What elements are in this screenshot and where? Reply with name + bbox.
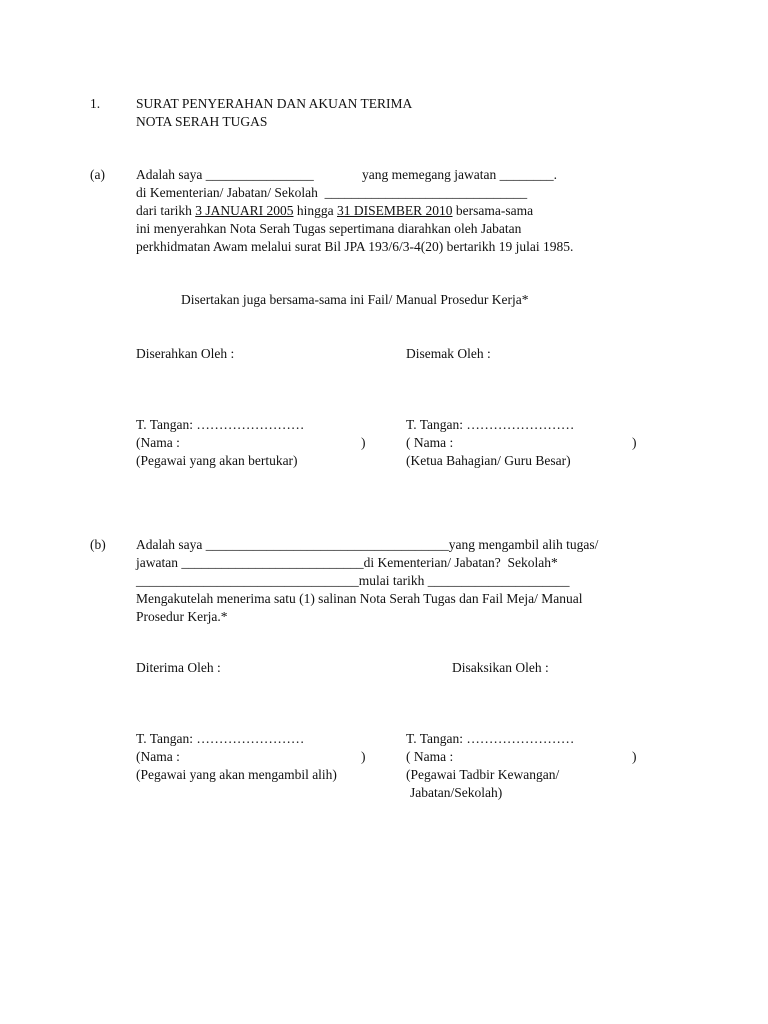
- signature-dots: ……………………: [466, 417, 575, 432]
- part-a-left-name-close: ): [361, 435, 366, 450]
- signature-dots: ……………………: [196, 417, 305, 432]
- part-a-line1-prefix: Adalah saya: [136, 167, 203, 182]
- part-a-date-end: 31 DISEMBER 2010: [337, 203, 453, 218]
- part-a-left-signature: [136, 416, 304, 434]
- part-b-left-description: (Pegawai yang akan mengambil alih): [136, 767, 337, 782]
- part-b-line-2: [136, 554, 558, 572]
- part-a-right-name-open: ( Nama :: [406, 435, 454, 450]
- part-a-department-blank: ______________________________: [324, 185, 528, 200]
- part-b-line-3: [136, 572, 569, 590]
- part-b-line-5: Prosedur Kerja.*: [136, 609, 228, 624]
- received-by-heading: Diterima Oleh :: [136, 660, 221, 675]
- part-b-department-blank: _________________________________: [136, 573, 359, 588]
- part-a-line3-prefix: dari tarikh: [136, 203, 192, 218]
- part-b-line1-end: yang mengambil alih tugas/: [448, 537, 599, 552]
- part-b-left-name-open: (Nama :: [136, 749, 180, 764]
- part-a-date-start: 3 JANUARI 2005: [195, 203, 294, 218]
- part-b-line1-prefix: Adalah saya: [136, 537, 203, 552]
- reviewed-by-heading: Disemak Oleh :: [406, 346, 491, 361]
- part-b-right-name-close: ): [632, 749, 637, 764]
- part-a-left-name-open: (Nama :: [136, 435, 180, 450]
- part-a-line-2: [136, 184, 527, 202]
- part-a-line3-mid: hingga: [296, 203, 334, 218]
- section-number: 1.: [90, 96, 101, 111]
- part-b-line-4: Mengakutelah menerima satu (1) salinan Nota Serah Tugas dan Fail Meja/ Manual: [136, 591, 583, 606]
- title-line-1: SURAT PENYERAHAN DAN AKUAN TERIMA: [136, 96, 413, 111]
- part-a-line3-end: bersama-sama: [455, 203, 534, 218]
- part-b-line3-mid: mulai tarikh: [358, 573, 425, 588]
- part-a-label: (a): [90, 167, 105, 182]
- signature-label: T. Tangan:: [136, 731, 194, 746]
- signature-dots: ……………………: [466, 731, 575, 746]
- part-a-position-blank: ________: [499, 167, 554, 182]
- part-a-line-1: [136, 166, 314, 184]
- part-a-right-signature: [406, 416, 574, 434]
- part-a-line-3: [136, 202, 533, 220]
- part-a-line-4: ini menyerahkan Nota Serah Tugas sepertimana diarahkan oleh Jabatan: [136, 221, 522, 236]
- part-a-line-5: perkhidmatan Awam melalui surat Bil JPA 193/6/3-4(20) bertarikh 19 julai 1985.: [136, 239, 574, 254]
- part-b-line2-prefix: jawatan: [136, 555, 178, 570]
- part-a-line1-mid: yang memegang jawatan: [362, 167, 497, 182]
- title-line-2: NOTA SERAH TUGAS: [136, 114, 268, 129]
- part-b-right-name-open: ( Nama :: [406, 749, 454, 764]
- part-b-left-name-close: ): [361, 749, 366, 764]
- witnessed-by-heading: Disaksikan Oleh :: [452, 660, 549, 675]
- part-a-right-name-close: ): [632, 435, 637, 450]
- signature-label: T. Tangan:: [136, 417, 194, 432]
- part-a-line-1-position: [362, 166, 557, 184]
- signature-label: T. Tangan:: [406, 731, 464, 746]
- part-b-line2-end: di Kementerian/ Jabatan? Sekolah*: [363, 555, 558, 570]
- attachment-note: Disertakan juga bersama-sama ini Fail/ Manual Prosedur Kerja*: [181, 292, 529, 307]
- part-b-name-blank: ____________________________________: [205, 537, 449, 552]
- part-b-left-signature: [136, 730, 304, 748]
- part-a-line2-prefix: di Kementerian/ Jabatan/ Sekolah: [136, 185, 318, 200]
- part-a-line1-end: .: [553, 167, 557, 182]
- signature-dots: ……………………: [196, 731, 305, 746]
- part-b-right-description-2: Jabatan/Sekolah): [410, 785, 503, 800]
- part-a-right-description: (Ketua Bahagian/ Guru Besar): [406, 453, 571, 468]
- part-b-position-blank: ___________________________: [181, 555, 364, 570]
- part-b-line-1: [136, 536, 598, 554]
- part-b-right-signature: [406, 730, 574, 748]
- signature-label: T. Tangan:: [406, 417, 464, 432]
- part-b-label: (b): [90, 537, 106, 552]
- part-b-right-description-1: (Pegawai Tadbir Kewangan/: [406, 767, 560, 782]
- part-a-name-blank-2: _______: [266, 167, 314, 182]
- part-b-date-blank: _____________________: [427, 573, 570, 588]
- part-a-name-blank: _________: [205, 167, 267, 182]
- handed-over-by-heading: Diserahkan Oleh :: [136, 346, 235, 361]
- part-a-left-description: (Pegawai yang akan bertukar): [136, 453, 298, 468]
